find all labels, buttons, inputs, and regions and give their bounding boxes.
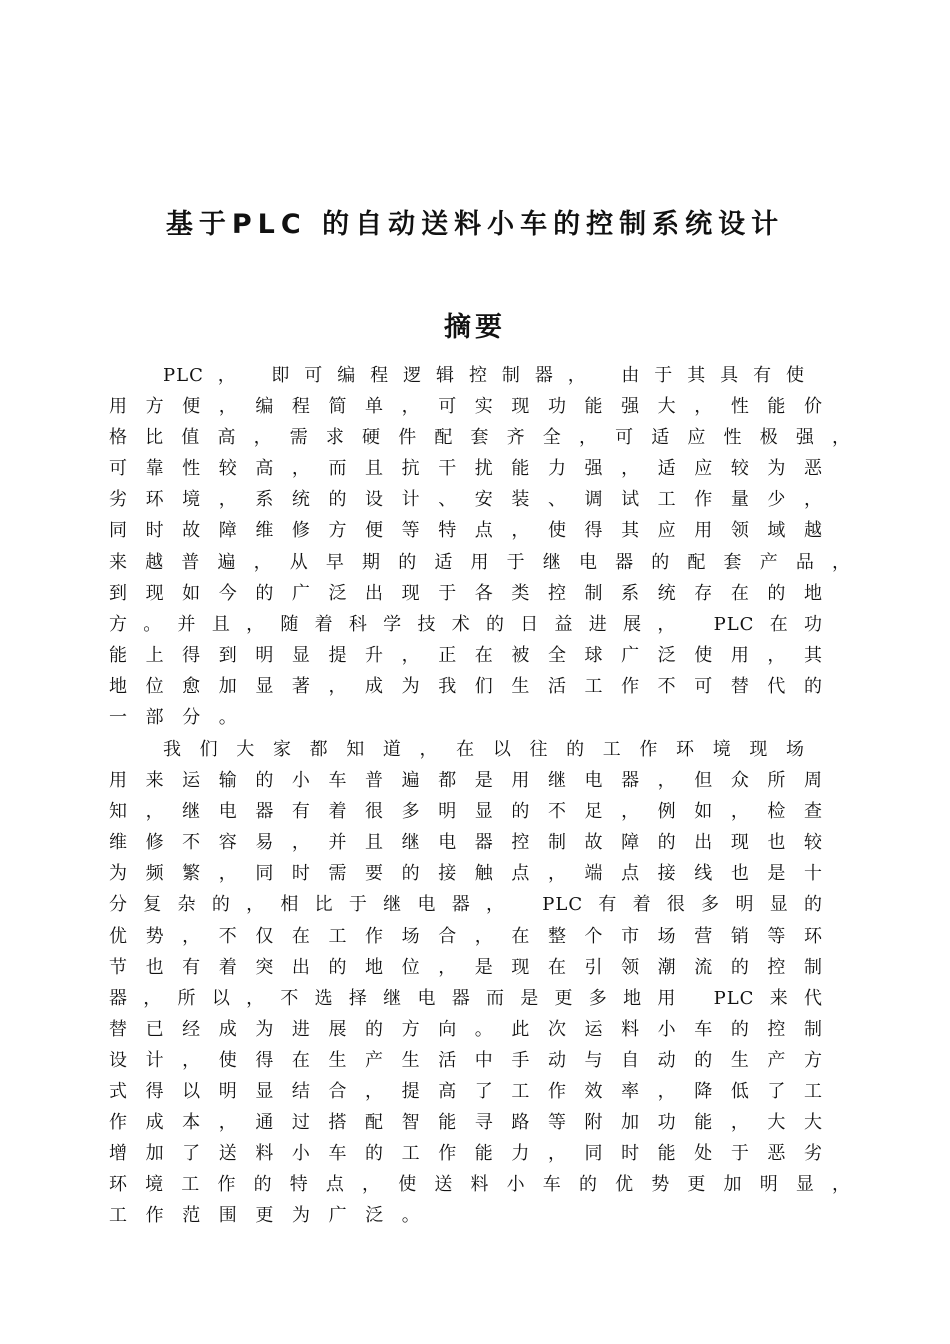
text-line bbox=[0, 547, 950, 578]
line-text: 劣环境，系统的设计、安装、调试工作量少， bbox=[109, 489, 823, 511]
line-text: 来越普遍，从早期的适用于继电器的配套产品， bbox=[109, 551, 851, 573]
line-text: 优势，不仅在工作场合，在整个市场营销等环 bbox=[109, 925, 823, 947]
line-text: 用来运输的小车普遍都是用继电器，但众所周 bbox=[109, 770, 823, 792]
line-text: 可靠性较高，而且抗干扰能力强，适应较为恶 bbox=[109, 458, 823, 480]
text-line bbox=[0, 422, 950, 453]
text-line bbox=[0, 952, 950, 983]
text-line bbox=[0, 640, 950, 671]
text-line bbox=[0, 515, 950, 546]
text-line bbox=[0, 1045, 950, 1076]
text-line bbox=[0, 360, 950, 391]
text-line bbox=[0, 1107, 950, 1138]
text-line bbox=[0, 453, 950, 484]
text-line bbox=[0, 827, 950, 858]
line-text: 器，所以，不选择继电器而是更多地用 PLC来代 bbox=[109, 987, 823, 1009]
text-line bbox=[0, 609, 950, 640]
abstract-paragraph-2 bbox=[0, 734, 950, 1232]
line-text: 地位愈加显著，成为我们生活工作不可替代的 bbox=[109, 675, 823, 697]
line-text: 增加了送料小车的工作能力，同时能处于恶劣 bbox=[109, 1143, 823, 1165]
text-line bbox=[0, 391, 950, 422]
line-text: 一部分。 bbox=[109, 707, 256, 729]
text-line bbox=[0, 671, 950, 702]
line-text: 方。并且，随着科学技术的日益进展， PLC在功 bbox=[109, 613, 823, 635]
line-text: 知，继电器有着很多明显的不足，例如，检查 bbox=[109, 801, 823, 823]
text-line bbox=[0, 578, 950, 609]
line-text: 分复杂的，相比于继电器， PLC有着很多明显的 bbox=[109, 894, 823, 916]
line-text: 我们大家都知道，在以往的工作环境现场 bbox=[163, 739, 805, 760]
line-text: 到现如今的广泛出现于各类控制系统存在的地 bbox=[109, 582, 823, 604]
line-text: 为频繁，同时需要的接触点，端点接线也是十 bbox=[109, 863, 823, 885]
line-text: 式得以明显结合，提高了工作效率，降低了工 bbox=[109, 1081, 823, 1103]
text-line bbox=[0, 702, 950, 733]
line-text: 用方便，编程简单，可实现功能强大，性能价 bbox=[109, 396, 823, 418]
text-line bbox=[0, 796, 950, 827]
text-line bbox=[0, 1014, 950, 1045]
text-line bbox=[0, 858, 950, 889]
line-text: 工作范围更为广泛。 bbox=[109, 1205, 439, 1227]
text-line bbox=[0, 983, 950, 1014]
line-text: PLC， 即可编程逻辑控制器， 由于其具有使 bbox=[163, 365, 805, 386]
abstract-paragraph-1 bbox=[0, 360, 950, 733]
text-line bbox=[0, 1169, 950, 1200]
text-line bbox=[0, 889, 950, 920]
line-text: 设计，使得在生产生活中手动与自动的生产方 bbox=[109, 1049, 823, 1071]
line-text: 维修不容易，并且继电器控制故障的出现也较 bbox=[109, 832, 823, 854]
text-line bbox=[0, 765, 950, 796]
text-line bbox=[0, 921, 950, 952]
line-text: 替已经成为进展的方向。此次运料小车的控制 bbox=[109, 1018, 823, 1040]
text-line bbox=[0, 484, 950, 515]
document-title: 基于PLC 的自动送料小车的控制系统设计 bbox=[165, 209, 785, 240]
text-line bbox=[0, 734, 950, 765]
line-text: 环境工作的特点，使送料小车的优势更加明显， bbox=[109, 1174, 851, 1196]
text-line bbox=[0, 1200, 950, 1231]
line-text: 作成本，通过搭配智能寻路等附加功能，大大 bbox=[109, 1112, 823, 1134]
line-text: 格比值高，需求硬件配套齐全，可适应性极强， bbox=[109, 427, 851, 449]
text-line bbox=[0, 1076, 950, 1107]
line-text: 同时故障维修方便等特点，使得其应用领域越 bbox=[109, 520, 823, 542]
abstract-heading: 摘要 bbox=[444, 312, 506, 343]
text-line bbox=[0, 1138, 950, 1169]
line-text: 节也有着突出的地位，是现在引领潮流的控制 bbox=[109, 956, 823, 978]
line-text: 能上得到明显提升，正在被全球广泛使用，其 bbox=[109, 644, 823, 666]
